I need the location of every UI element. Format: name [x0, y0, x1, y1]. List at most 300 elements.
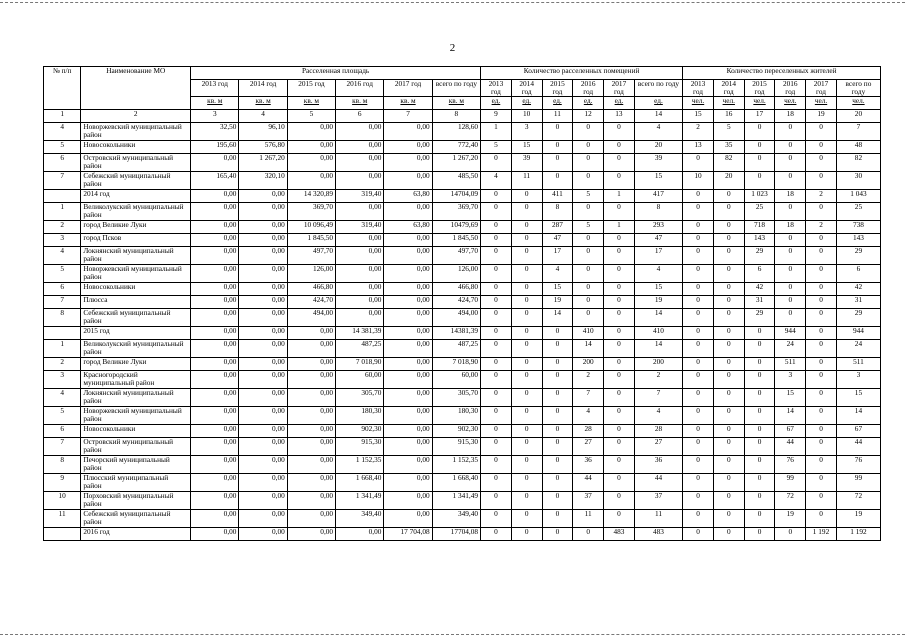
area-value: 0,00: [191, 234, 239, 247]
area-value: 0,00: [239, 309, 287, 327]
area-value: 320,10: [239, 172, 287, 190]
row-number: 2: [44, 221, 81, 234]
area-value: 0,00: [384, 327, 432, 340]
area-value: 0,00: [384, 234, 432, 247]
area-value: 1 267,20: [432, 154, 480, 172]
area-value: 0,00: [239, 234, 287, 247]
header-area-year: всего по году: [432, 80, 480, 97]
people-value: 0: [713, 296, 744, 309]
column-number: 5: [287, 110, 335, 123]
rooms-value: 0: [542, 371, 573, 389]
header-num: № п/п: [44, 67, 81, 110]
people-value: 0: [744, 438, 775, 456]
column-number: 11: [542, 110, 573, 123]
rooms-value: 0: [542, 172, 573, 190]
rooms-value: 4: [634, 407, 682, 425]
rooms-value: 15: [511, 141, 542, 154]
area-value: 0,00: [384, 141, 432, 154]
area-value: 497,70: [287, 247, 335, 265]
people-value: 0: [683, 407, 714, 425]
municipality-name: Новосокольники: [81, 141, 191, 154]
rooms-value: 293: [634, 221, 682, 234]
area-value: 902,30: [432, 425, 480, 438]
column-number: 10: [511, 110, 542, 123]
area-value: 0,00: [384, 407, 432, 425]
page-number: 2: [449, 42, 456, 54]
rooms-value: 0: [542, 528, 573, 541]
rooms-value: 0: [481, 456, 512, 474]
area-value: 1 152,35: [432, 456, 480, 474]
table-row: [44, 234, 881, 247]
rooms-value: 27: [634, 438, 682, 456]
people-value: 0: [683, 265, 714, 283]
people-value: 0: [806, 340, 837, 358]
municipality-name: Локнянский муниципальный район: [81, 247, 191, 265]
header-rooms-year: 2015 год: [542, 80, 573, 97]
people-value: 5: [713, 123, 744, 141]
municipality-name: город Великие Луки: [81, 221, 191, 234]
people-value: 0: [806, 371, 837, 389]
rooms-value: 47: [542, 234, 573, 247]
rooms-value: 0: [542, 492, 573, 510]
rooms-value: 0: [573, 309, 604, 327]
area-value: 0,00: [239, 425, 287, 438]
area-value: 0,00: [191, 154, 239, 172]
people-value: 0: [713, 407, 744, 425]
people-value: 0: [683, 327, 714, 340]
rooms-value: 0: [481, 154, 512, 172]
header-people-year: всего по году: [836, 80, 880, 97]
rooms-value: 0: [511, 407, 542, 425]
people-value: 0: [806, 407, 837, 425]
rooms-value: 0: [481, 358, 512, 371]
municipality-name: Себежский муниципальный район: [81, 309, 191, 327]
area-value: 0,00: [384, 510, 432, 528]
rooms-value: 0: [542, 389, 573, 407]
area-value: 0,00: [239, 221, 287, 234]
area-value: 0,00: [239, 389, 287, 407]
rooms-value: 0: [573, 528, 604, 541]
area-value: 0,00: [239, 327, 287, 340]
row-number: [44, 327, 81, 340]
area-value: 14381,39: [432, 327, 480, 340]
rooms-value: 1: [481, 123, 512, 141]
header-area-year: 2013 год: [191, 80, 239, 97]
rooms-value: 0: [511, 510, 542, 528]
rooms-value: 2: [634, 371, 682, 389]
rooms-value: 0: [573, 265, 604, 283]
municipality-name: Новоржевский муниципальный район: [81, 265, 191, 283]
rooms-value: 0: [511, 247, 542, 265]
people-value: 6: [744, 265, 775, 283]
table-row: [44, 510, 881, 528]
table-row: [44, 438, 881, 456]
people-value: 99: [836, 474, 880, 492]
row-number: 11: [44, 510, 81, 528]
municipality-name: Красногородский муниципальный район: [81, 371, 191, 389]
people-value: 511: [836, 358, 880, 371]
area-value: 0,00: [191, 389, 239, 407]
rooms-value: 5: [573, 190, 604, 203]
area-value: 494,00: [432, 309, 480, 327]
area-value: 0,00: [191, 407, 239, 425]
people-value: 0: [806, 265, 837, 283]
area-value: 0,00: [287, 425, 335, 438]
header-people-unit: чел.: [775, 97, 806, 110]
rooms-value: 0: [481, 265, 512, 283]
people-value: 0: [683, 371, 714, 389]
municipality-name: Плюсса: [81, 296, 191, 309]
table-row: [44, 296, 881, 309]
rooms-value: 1: [604, 221, 635, 234]
area-value: 0,00: [384, 492, 432, 510]
area-value: 0,00: [239, 474, 287, 492]
area-value: 349,40: [432, 510, 480, 528]
rooms-value: 0: [481, 438, 512, 456]
row-number: 10: [44, 492, 81, 510]
rooms-value: 0: [481, 340, 512, 358]
people-value: 0: [806, 141, 837, 154]
table-row: [44, 407, 881, 425]
table-row: [44, 340, 881, 358]
people-value: 44: [775, 438, 806, 456]
column-number: 18: [775, 110, 806, 123]
people-value: 18: [775, 190, 806, 203]
header-people-group: Количество переселенных жителей: [683, 67, 881, 80]
table-row: [44, 172, 881, 190]
municipality-name: город Псков: [81, 234, 191, 247]
table-row: [44, 203, 881, 221]
area-value: 466,80: [287, 283, 335, 296]
rooms-value: 3: [511, 123, 542, 141]
rooms-value: 0: [511, 221, 542, 234]
rooms-value: 0: [573, 154, 604, 172]
people-value: 0: [713, 309, 744, 327]
rooms-value: 0: [481, 389, 512, 407]
rooms-value: 0: [604, 203, 635, 221]
people-value: 0: [683, 425, 714, 438]
people-value: 29: [744, 309, 775, 327]
area-value: 63,80: [384, 190, 432, 203]
rooms-value: 0: [481, 203, 512, 221]
rooms-value: 0: [604, 425, 635, 438]
table-row: [44, 247, 881, 265]
header-area-year: 2017 год: [384, 80, 432, 97]
area-value: 0,00: [287, 141, 335, 154]
rooms-value: 0: [604, 154, 635, 172]
rooms-value: 4: [542, 265, 573, 283]
rooms-value: 0: [573, 247, 604, 265]
people-value: 29: [836, 247, 880, 265]
rooms-value: 2: [573, 371, 604, 389]
municipality-name: Островский муниципальный район: [81, 154, 191, 172]
people-value: 15: [836, 389, 880, 407]
area-value: 369,70: [432, 203, 480, 221]
table-row: [44, 371, 881, 389]
people-value: 82: [713, 154, 744, 172]
area-value: 0,00: [336, 265, 384, 283]
people-value: 31: [836, 296, 880, 309]
table-row: [44, 123, 881, 141]
people-value: 0: [683, 492, 714, 510]
people-value: 18: [775, 221, 806, 234]
people-value: 143: [744, 234, 775, 247]
table-row: [44, 474, 881, 492]
area-value: 772,40: [432, 141, 480, 154]
area-value: 0,00: [239, 190, 287, 203]
rooms-value: 200: [634, 358, 682, 371]
column-number: 3: [191, 110, 239, 123]
people-value: 0: [806, 154, 837, 172]
people-value: 0: [806, 203, 837, 221]
row-number: 1: [44, 203, 81, 221]
people-value: 0: [713, 371, 744, 389]
header-rooms-year: 2016 год: [573, 80, 604, 97]
municipality-name: Себежский муниципальный район: [81, 172, 191, 190]
rooms-value: 0: [604, 265, 635, 283]
people-value: 0: [713, 265, 744, 283]
area-value: 0,00: [384, 154, 432, 172]
rooms-value: 8: [634, 203, 682, 221]
rooms-value: 11: [511, 172, 542, 190]
area-value: 0,00: [191, 309, 239, 327]
rooms-value: 0: [511, 358, 542, 371]
area-value: 0,00: [384, 474, 432, 492]
area-value: 0,00: [239, 371, 287, 389]
row-number: 5: [44, 265, 81, 283]
people-value: 0: [713, 438, 744, 456]
people-value: 143: [836, 234, 880, 247]
people-value: 0: [683, 389, 714, 407]
rooms-value: 0: [542, 425, 573, 438]
municipality-name: Печорский муниципальный район: [81, 456, 191, 474]
rooms-value: 0: [511, 203, 542, 221]
rooms-value: 0: [604, 389, 635, 407]
people-value: 0: [744, 371, 775, 389]
people-value: 0: [806, 327, 837, 340]
area-value: 60,00: [432, 371, 480, 389]
rooms-value: 0: [604, 283, 635, 296]
people-value: 13: [683, 141, 714, 154]
people-value: 2: [806, 190, 837, 203]
header-rooms-year: 2014 год: [511, 80, 542, 97]
people-value: 42: [836, 283, 880, 296]
column-number: 8: [432, 110, 480, 123]
rooms-value: 0: [481, 327, 512, 340]
people-value: 76: [836, 456, 880, 474]
area-value: 0,00: [191, 221, 239, 234]
area-value: 1 341,49: [336, 492, 384, 510]
header-area-unit: кв. м: [336, 97, 384, 110]
rooms-value: 483: [634, 528, 682, 541]
area-value: 485,50: [432, 172, 480, 190]
area-value: 0,00: [384, 340, 432, 358]
area-value: 305,70: [336, 389, 384, 407]
area-value: 0,00: [287, 358, 335, 371]
area-value: 487,25: [336, 340, 384, 358]
table-row: [44, 141, 881, 154]
column-number: 19: [806, 110, 837, 123]
header-rooms-year: 2017 год: [604, 80, 635, 97]
row-number: [44, 528, 81, 541]
area-value: 0,00: [191, 247, 239, 265]
municipality-name: Плюсский муниципальный район: [81, 474, 191, 492]
people-value: 0: [713, 247, 744, 265]
area-value: 0,00: [191, 358, 239, 371]
rooms-value: 5: [481, 141, 512, 154]
municipality-name: Локнянский муниципальный район: [81, 389, 191, 407]
area-value: 0,00: [191, 425, 239, 438]
rooms-value: 0: [573, 234, 604, 247]
municipality-name: город Великие Луки: [81, 358, 191, 371]
people-value: 31: [744, 296, 775, 309]
municipality-name: Себежский муниципальный район: [81, 510, 191, 528]
area-value: 60,00: [336, 371, 384, 389]
area-value: 0,00: [239, 510, 287, 528]
row-number: 8: [44, 456, 81, 474]
rooms-value: 0: [511, 492, 542, 510]
rooms-value: 11: [573, 510, 604, 528]
area-value: 7 018,90: [336, 358, 384, 371]
area-value: 0,00: [336, 247, 384, 265]
resettlement-table: [43, 66, 881, 541]
area-value: 0,00: [384, 358, 432, 371]
people-value: 0: [775, 234, 806, 247]
year-label: 2016 год: [81, 528, 191, 541]
area-value: 1 845,50: [287, 234, 335, 247]
area-value: 0,00: [384, 371, 432, 389]
header-rooms-unit: ед.: [634, 97, 682, 110]
people-value: 0: [744, 172, 775, 190]
rooms-value: 0: [511, 425, 542, 438]
rooms-value: 0: [542, 456, 573, 474]
people-value: 0: [683, 474, 714, 492]
area-value: 17704,08: [432, 528, 480, 541]
scan-edge-top: [0, 2, 905, 3]
area-value: 0,00: [239, 340, 287, 358]
people-value: 0: [775, 296, 806, 309]
area-value: 0,00: [384, 247, 432, 265]
municipality-name: Великолукский муниципальный район: [81, 340, 191, 358]
people-value: 44: [836, 438, 880, 456]
area-value: 0,00: [191, 492, 239, 510]
rooms-value: 287: [542, 221, 573, 234]
people-value: 0: [744, 425, 775, 438]
year-label: 2014 год: [81, 190, 191, 203]
rooms-value: 0: [481, 283, 512, 296]
people-value: 0: [713, 203, 744, 221]
row-number: 1: [44, 340, 81, 358]
people-value: 0: [744, 141, 775, 154]
people-value: 0: [775, 203, 806, 221]
people-value: 0: [683, 221, 714, 234]
area-value: 0,00: [336, 309, 384, 327]
rooms-value: 0: [511, 265, 542, 283]
municipality-name: Порховский муниципальный район: [81, 492, 191, 510]
area-value: 0,00: [336, 154, 384, 172]
row-number: 3: [44, 234, 81, 247]
people-value: 0: [744, 407, 775, 425]
area-value: 0,00: [336, 296, 384, 309]
area-value: 1 845,50: [432, 234, 480, 247]
rooms-value: 15: [542, 283, 573, 296]
rooms-value: 0: [511, 327, 542, 340]
people-value: 0: [713, 389, 744, 407]
rooms-value: 0: [604, 340, 635, 358]
people-value: 511: [775, 358, 806, 371]
rooms-value: 14: [542, 309, 573, 327]
area-value: 0,00: [336, 234, 384, 247]
municipality-name: Новосокольники: [81, 425, 191, 438]
rooms-value: 0: [481, 407, 512, 425]
area-value: 17 704,08: [384, 528, 432, 541]
people-value: 0: [744, 123, 775, 141]
rooms-value: 200: [573, 358, 604, 371]
rooms-value: 0: [604, 492, 635, 510]
column-number: 14: [634, 110, 682, 123]
rooms-value: 19: [634, 296, 682, 309]
scan-edge-bottom: [0, 634, 905, 635]
people-value: 0: [806, 510, 837, 528]
header-area-unit: кв. м: [384, 97, 432, 110]
rooms-value: 0: [604, 474, 635, 492]
rooms-value: 27: [573, 438, 604, 456]
rooms-value: 410: [634, 327, 682, 340]
area-value: 0,00: [239, 203, 287, 221]
people-value: 718: [744, 221, 775, 234]
people-value: 1 192: [836, 528, 880, 541]
column-number: 2: [81, 110, 191, 123]
year-total-row: [44, 190, 881, 203]
rooms-value: 0: [573, 296, 604, 309]
rooms-value: 411: [542, 190, 573, 203]
area-value: 32,50: [191, 123, 239, 141]
area-value: 424,70: [432, 296, 480, 309]
rooms-value: 0: [481, 309, 512, 327]
municipality-name: Новоржевский муниципальный район: [81, 407, 191, 425]
area-value: 576,80: [239, 141, 287, 154]
people-value: 10: [683, 172, 714, 190]
table-row: [44, 492, 881, 510]
rooms-value: 0: [604, 358, 635, 371]
area-value: 0,00: [384, 456, 432, 474]
people-value: 0: [806, 456, 837, 474]
rooms-value: 0: [481, 425, 512, 438]
area-value: 0,00: [384, 309, 432, 327]
people-value: 0: [744, 389, 775, 407]
people-value: 24: [775, 340, 806, 358]
rooms-value: 5: [573, 221, 604, 234]
people-value: 99: [775, 474, 806, 492]
header-rooms-year: всего по году: [634, 80, 682, 97]
rooms-value: 0: [573, 203, 604, 221]
rooms-value: 0: [481, 234, 512, 247]
rooms-value: 14: [634, 340, 682, 358]
header-rooms-unit: ед.: [542, 97, 573, 110]
header-people-unit: чел.: [806, 97, 837, 110]
header-people-year: 2017 год: [806, 80, 837, 97]
area-value: 0,00: [287, 492, 335, 510]
header-rooms-unit: ед.: [481, 97, 512, 110]
area-value: 0,00: [336, 123, 384, 141]
year-total-row: [44, 327, 881, 340]
people-value: 0: [683, 247, 714, 265]
area-value: 0,00: [384, 425, 432, 438]
table-row: [44, 389, 881, 407]
area-value: 915,30: [336, 438, 384, 456]
column-number: 13: [604, 110, 635, 123]
rooms-value: 0: [542, 340, 573, 358]
